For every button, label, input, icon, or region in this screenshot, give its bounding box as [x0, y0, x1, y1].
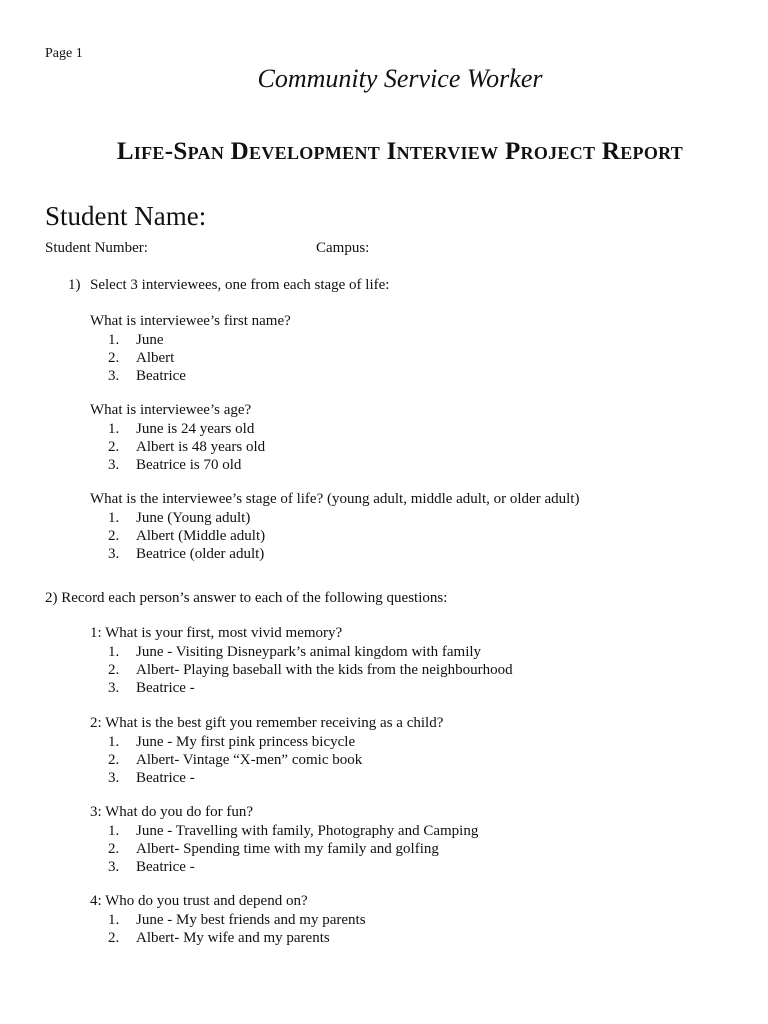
answer-list — [108, 420, 265, 474]
student-number-label: Student Number: — [45, 240, 148, 256]
list-marker: 3. — [108, 546, 120, 562]
answer-list — [108, 911, 366, 947]
answer-list — [108, 331, 186, 385]
list-marker: 1. — [108, 734, 120, 750]
list-item — [108, 545, 265, 563]
answer-text: Albert — [136, 350, 175, 366]
course-title: Community Service Worker — [257, 64, 543, 93]
list-marker: 2. — [108, 439, 120, 455]
report-title: Life-Span Development Interview Project Report — [116, 138, 684, 165]
section1-question: What is the interviewee’s stage of life? (young adult, middle adult, or older adult) — [90, 491, 580, 507]
section1-heading: Select 3 interviewees, one from each stage of life: — [90, 277, 390, 293]
list-marker: 3. — [108, 770, 120, 786]
answer-text: June is 24 years old — [136, 421, 255, 437]
list-marker: 1. — [108, 912, 120, 928]
answer-text: Beatrice - — [136, 680, 195, 696]
list-marker: 2. — [108, 350, 120, 366]
list-marker: 2. — [108, 528, 120, 544]
section1-number: 1) — [68, 277, 81, 293]
list-item — [108, 438, 265, 456]
list-item — [108, 751, 362, 769]
list-item — [108, 733, 362, 751]
answer-text: Beatrice - — [136, 859, 195, 875]
list-item — [108, 527, 265, 545]
answer-text: June - Travelling with family, Photography and Camping — [136, 823, 479, 839]
section2-question: 2: What is the best gift you remember receiving as a child? — [90, 715, 444, 731]
answer-list — [108, 733, 362, 787]
list-item — [108, 858, 478, 876]
answer-text: June (Young adult) — [136, 510, 251, 526]
answer-text: Beatrice (older adult) — [136, 546, 265, 562]
answer-text: Beatrice - — [136, 770, 195, 786]
list-item — [108, 679, 513, 697]
list-marker: 1. — [108, 823, 120, 839]
list-item — [108, 769, 362, 787]
list-item — [108, 420, 265, 438]
answer-list — [108, 509, 265, 563]
list-item — [108, 661, 513, 679]
answer-list — [108, 822, 478, 876]
section2-question: 1: What is your first, most vivid memory? — [90, 625, 343, 641]
section1-question: What is interviewee’s first name? — [90, 313, 291, 329]
answer-text: Albert- Spending time with my family and golfing — [136, 841, 439, 857]
answer-text: June - Visiting Disneypark’s animal kingdom with family — [136, 644, 482, 660]
list-marker: 1. — [108, 421, 120, 437]
list-item — [108, 643, 513, 661]
list-item — [108, 509, 265, 527]
answer-text: June — [136, 332, 164, 348]
list-marker: 3. — [108, 680, 120, 696]
answer-text: Albert- My wife and my parents — [136, 930, 330, 946]
answer-list — [108, 643, 513, 697]
list-item — [108, 929, 366, 947]
answer-text: Albert (Middle adult) — [136, 528, 266, 544]
list-marker: 3. — [108, 859, 120, 875]
list-marker: 1. — [108, 644, 120, 660]
list-marker: 3. — [108, 457, 120, 473]
answer-text: Beatrice — [136, 368, 186, 384]
answer-text: Albert- Vintage “X-men” comic book — [136, 752, 363, 768]
answer-text: June - My first pink princess bicycle — [136, 734, 356, 750]
list-item — [108, 822, 478, 840]
list-item — [108, 349, 186, 367]
page-number: Page 1 — [45, 46, 83, 61]
campus-label: Campus: — [316, 240, 370, 256]
list-item — [108, 331, 186, 349]
section1-question: What is interviewee’s age? — [90, 402, 252, 418]
section2-question: 4: Who do you trust and depend on? — [90, 893, 308, 909]
list-marker: 1. — [108, 332, 120, 348]
list-marker: 2. — [108, 662, 120, 678]
student-name-label: Student Name: — [45, 201, 207, 231]
list-marker: 3. — [108, 368, 120, 384]
list-marker: 2. — [108, 752, 120, 768]
answer-text: Beatrice is 70 old — [136, 457, 242, 473]
answer-text: Albert is 48 years old — [136, 439, 266, 455]
answer-text: June - My best friends and my parents — [136, 912, 366, 928]
list-item — [108, 840, 478, 858]
answer-text: Albert- Playing baseball with the kids from the neighbourhood — [136, 662, 513, 678]
list-item — [108, 456, 265, 474]
list-marker: 1. — [108, 510, 120, 526]
list-item — [108, 911, 366, 929]
section2-heading: 2) Record each person’s answer to each of the following questions: — [45, 590, 448, 606]
list-marker: 2. — [108, 930, 120, 946]
list-marker: 2. — [108, 841, 120, 857]
section2-question: 3: What do you do for fun? — [90, 804, 254, 820]
list-item — [108, 367, 186, 385]
